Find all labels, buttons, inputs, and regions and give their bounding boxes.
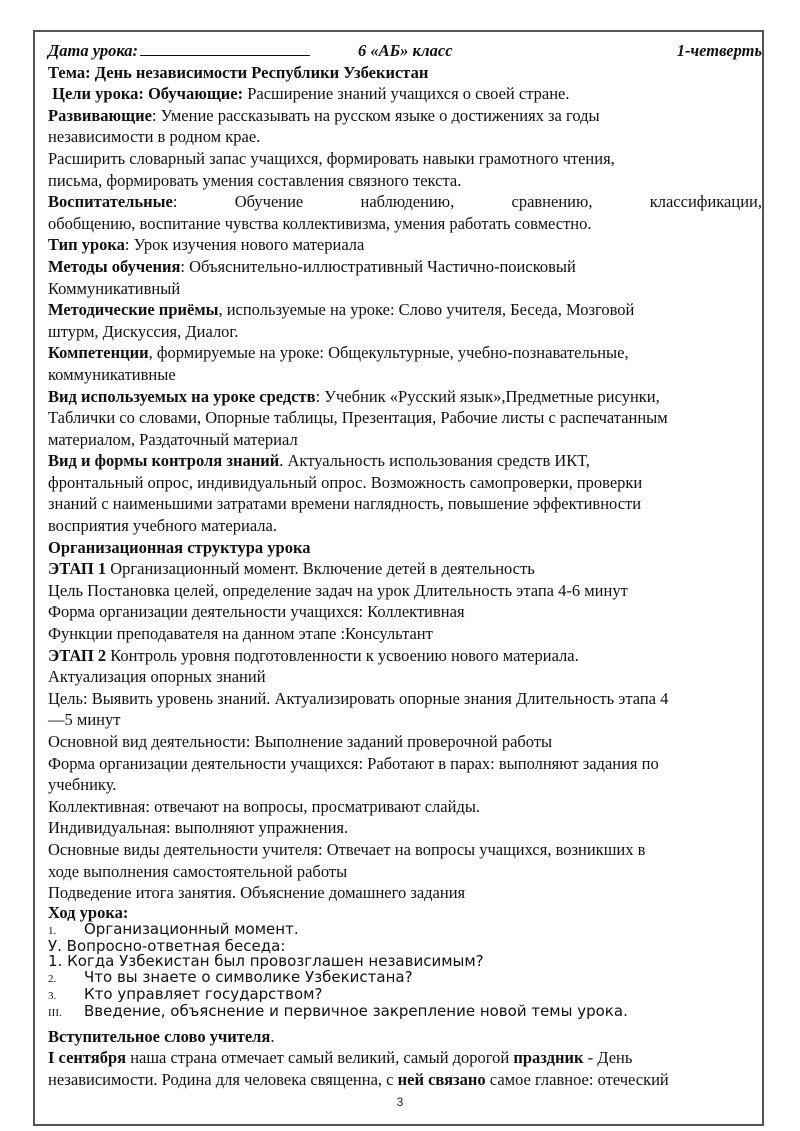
stage1-label: ЭТАП 1 — [48, 559, 107, 579]
course-question-1: 1. Когда Узбекистан был провозглашен независимым? — [48, 952, 484, 971]
intro-heading-text: Вступительное слово учителя — [48, 1026, 271, 1046]
control-line-2: фронтальный опрос, индивидуальный опрос. Возможность самопроверки, проверки — [48, 472, 643, 492]
intro-text-4: самое главное: отеческий — [485, 1069, 669, 1089]
techniques-label: Методические приёмы — [48, 300, 219, 320]
methods-line-1 — [48, 256, 762, 278]
goals-line — [48, 83, 762, 105]
stage2-label: ЭТАП 2 — [48, 645, 107, 665]
stage2-line-3: Цель: Выявить уровень знаний. Актуализировать опорные знания Длительность этапа 4 — [48, 688, 669, 708]
means-line-2: Таблички со словами, Опорные таблицы, Презентация, Рабочие листы с распечатанным — [48, 408, 668, 428]
course-item-1-text: Организационный момент. — [84, 919, 299, 938]
course-item-1-number: 1. — [48, 924, 57, 937]
control-line-3: знаний с наименьшими затратами времени наглядность, повышение эффективности — [48, 494, 642, 514]
lesson-topic: Тема: День независимости Республики Узбекистан — [48, 62, 429, 82]
means-text: : Учебник «Русский язык»,Предметные рисунки, — [315, 386, 660, 406]
course-item-3-text: Введение, объяснение и первичное закрепление новой темы урока. — [84, 1002, 628, 1021]
techniques-line-1 — [48, 299, 762, 321]
upbringing-label: Воспитательные — [48, 192, 173, 212]
developing-text: : Умение рассказывать на русском языке о достижениях за годы — [151, 105, 600, 125]
competences-text: , формируемые на уроке: Общекультурные, учебно-познавательные, — [148, 343, 629, 363]
intro-heading-dot: . — [270, 1026, 275, 1046]
lesson-plan-document — [48, 40, 762, 1090]
control-line-4: восприятия учебного материала. — [48, 516, 277, 536]
intro-bold-3: ней связано — [397, 1069, 486, 1089]
stage2-line-12: Подведение итога занятия. Объяснение домашнего задания — [48, 883, 466, 903]
date-label: Дата урока: — [48, 41, 139, 60]
stage2-line-5: Основной вид деятельности: Выполнение заданий проверочной работы — [48, 732, 553, 751]
course-question-3-number: 3. — [48, 989, 57, 1002]
methods-text: : Объяснительно-иллюстративный Частично-поисковый — [180, 256, 576, 276]
means-line-1 — [48, 386, 762, 408]
lesson-type-line — [48, 234, 762, 256]
stage1-line-4: Функции преподавателя на данном этапе :Консультант — [48, 624, 433, 644]
control-text: . Актуальность использования средств ИКТ, — [279, 451, 590, 471]
date-blank-line — [140, 40, 310, 56]
course-line-u: У. Вопросно-ответная беседа: — [48, 937, 286, 956]
stage1-line-1 — [48, 558, 762, 580]
developing-line-2: независимости в родном крае. — [48, 127, 261, 147]
stage2-line-2: Актуализация опорных знаний — [48, 667, 266, 687]
stage2-line-1 — [48, 645, 762, 667]
intro-text-2: - День — [583, 1048, 633, 1068]
intro-text-1: наша страна отмечает самый великий, самый дорогой — [126, 1048, 514, 1068]
means-label: Вид используемых на уроке средств — [48, 386, 316, 406]
stage2-line-9: Индивидуальная: выполняют упражнения. — [48, 818, 349, 838]
developing-line-3: Расширить словарный запас учащихся, формировать навыки грамотного чтения, — [48, 148, 615, 168]
intro-line-1 — [48, 1047, 762, 1069]
goals-label: Цели урока: Обучающие: — [52, 84, 244, 104]
competences-label: Компетенции — [48, 343, 149, 363]
intro-line-2 — [48, 1069, 762, 1091]
control-line-1 — [48, 450, 762, 472]
intro-holiday: праздник — [513, 1048, 584, 1068]
stage2-line-10: Основные виды деятельности учителя: Отвечает на вопросы учащихся, возникших в — [48, 839, 646, 859]
course-question-3-text: Кто управляет государством? — [84, 984, 323, 1003]
techniques-text: , используемые на уроке: Слово учителя, Беседа, Мозговой — [218, 300, 635, 320]
developing-label: Развивающие — [48, 105, 152, 125]
stage2-line-6: Форма организации деятельности учащихся: Работают в парах: выполняют задания по — [48, 753, 659, 773]
upbringing-text: : Обучение наблюдению, сравнению, классификации, — [172, 192, 762, 212]
competences-line-1 — [48, 342, 762, 364]
competences-line-2: коммуникативные — [48, 364, 176, 384]
lesson-header — [48, 40, 762, 62]
course-item-3 — [48, 1004, 762, 1021]
course-question-2-number: 2. — [48, 972, 57, 985]
page-number: 3 — [396, 1095, 404, 1109]
stage2-line-11: ходе выполнения самостоятельной работы — [48, 861, 348, 881]
techniques-line-2: штурм, Дискуссия, Диалог. — [48, 321, 239, 341]
stage2-text: Контроль уровня подготовленности к усвоению нового материала. — [106, 645, 579, 665]
developing-line-1 — [48, 105, 762, 127]
stage2-line-4: —5 минут — [48, 710, 121, 730]
intro-text-3: независимости. Родина для человека священна, с — [48, 1069, 398, 1089]
structure-heading: Организационная структура урока — [48, 537, 311, 557]
methods-label: Методы обучения — [48, 256, 181, 276]
class-label: 6 «АБ» класс — [358, 41, 453, 60]
developing-line-4: письма, формировать умения составления связного текста. — [48, 170, 462, 190]
course-heading: Ход урока: — [48, 902, 129, 922]
intro-heading — [48, 1026, 762, 1048]
stage1-line-2: Цель Постановка целей, определение задач на урок Длительность этапа 4-6 минут — [48, 580, 628, 600]
stage2-line-8: Коллективная: отвечают на вопросы, просматривают слайды. — [48, 796, 481, 816]
quarter-label: 1-четверть — [676, 41, 762, 60]
upbringing-line-2: обобщению, воспитание чувства коллективизма, умения работать совместно. — [48, 213, 592, 233]
methods-line-2: Коммуникативный — [48, 278, 181, 298]
course-question-2-text: Что вы знаете о символике Узбекистана? — [84, 967, 413, 986]
control-label: Вид и формы контроля знаний — [48, 451, 280, 471]
stage2-line-7: учебнику. — [48, 775, 117, 795]
stage1-text: Организационный момент. Включение детей в деятельность — [106, 559, 535, 579]
lesson-type-text: : Урок изучения нового материала — [124, 235, 365, 255]
upbringing-line-1 — [48, 191, 762, 213]
course-item-3-number: III. — [48, 1007, 62, 1020]
means-line-3: материалом, Раздаточный материал — [48, 429, 298, 449]
goals-text: Расширение знаний учащихся о своей стране. — [247, 84, 570, 104]
lesson-type-label: Тип урока — [48, 235, 125, 255]
intro-date: I сентября — [48, 1048, 127, 1068]
stage1-line-3: Форма организации деятельности учащихся: Коллективная — [48, 602, 465, 622]
lesson-date — [48, 40, 358, 62]
